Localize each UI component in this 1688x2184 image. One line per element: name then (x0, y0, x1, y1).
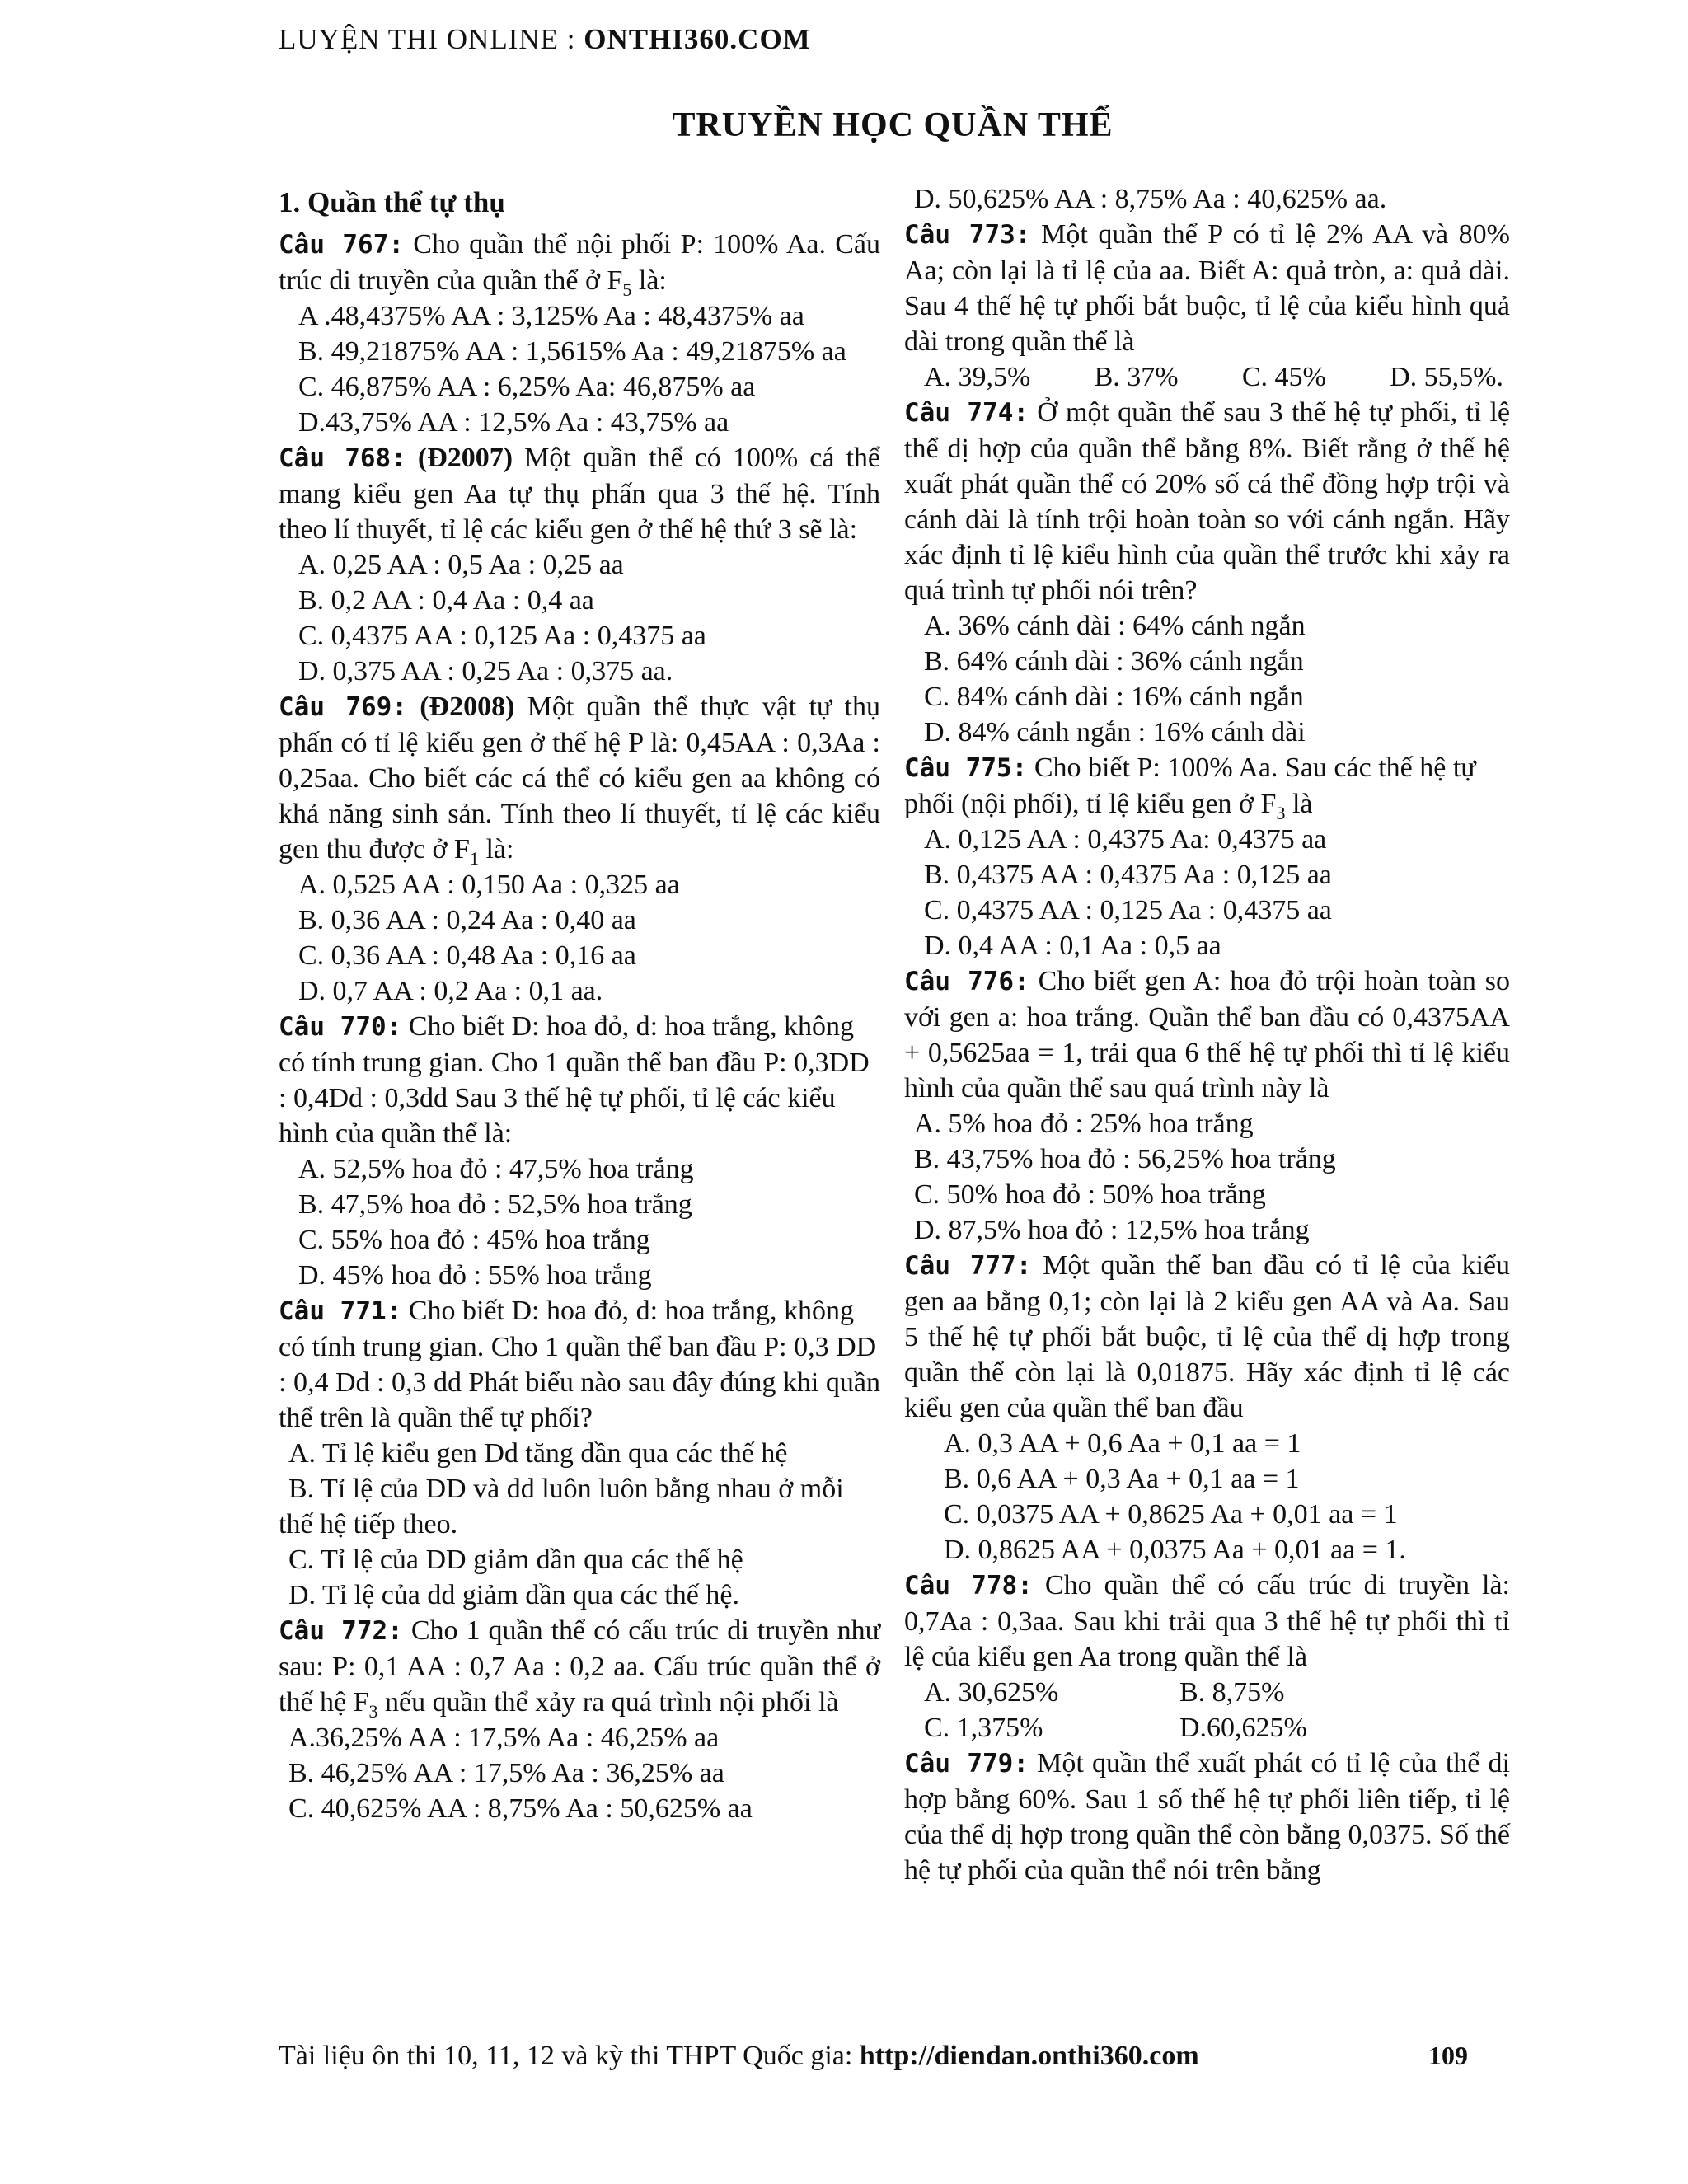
option-b: B. 46,25% AA : 17,5% Aa : 36,25% aa (288, 1758, 724, 1788)
page-header (279, 23, 811, 56)
option-d: D. 0,4 AA : 0,1 Aa : 0,5 aa (924, 930, 1221, 961)
option-c: C. 46,875% AA : 6,25% Aa: 46,875% aa (298, 372, 756, 402)
option-b: B. 43,75% hoa đỏ : 56,25% hoa trắng (914, 1144, 1336, 1174)
option-c: C. 45% (1241, 362, 1326, 392)
question-number: Câu 779: (904, 1749, 1029, 1779)
option-a: A.36,25% AA : 17,5% Aa : 46,25% aa (288, 1722, 720, 1753)
question-stem: Câu 774: Ở một quần thể sau 3 thế hệ tự phối, tỉ lệ thể dị hợp của quần thể bằng 8%. Biết rằng ở thế hệ xuất phát quần thể có 20% số cá thể đồng hợp trội và cánh dài là tính trội hoàn toàn so với cánh ngắn. Hãy xác định tỉ lệ kiểu hình của quần thể trước khi xảy ra quá trình tự phối nói trên? (904, 397, 1511, 606)
option-d: D.60,625% (1179, 1713, 1307, 1743)
question-773 (904, 217, 1510, 395)
question-772 (279, 1613, 880, 1826)
option-a: A. 36% cánh dài : 64% cánh ngắn (924, 611, 1306, 641)
page-footer (279, 2041, 1199, 2072)
question-767 (279, 227, 880, 440)
option-b: B. 47,5% hoa đỏ : 52,5% hoa trắng (298, 1189, 692, 1220)
option-d: D.43,75% AA : 12,5% Aa : 43,75% aa (298, 407, 729, 438)
question-number: Câu 773: (904, 220, 1031, 250)
question-number: Câu 777: (904, 1251, 1032, 1281)
question-number: Câu 768: (279, 443, 406, 473)
question-stem: Câu 771: Cho biết D: hoa đỏ, d: hoa trắng, không có tính trung gian. Cho 1 quần thể ban đầu P: 0,3 DD : 0,4 Dd : 0,3 dd Phát biểu nào sau đây đúng khi quần thể trên là quần thể tự phối? (279, 1296, 880, 1433)
question-777 (904, 1248, 1510, 1568)
option-a: A. 52,5% hoa đỏ : 47,5% hoa trắng (298, 1154, 694, 1184)
question-stem: Câu 768: (Đ2007) Một quần thể có 100% cá thể mang kiểu gen Aa tự thụ phấn qua 3 thế hệ. Tính theo lí thuyết, tỉ lệ các kiểu gen ở thế hệ thứ 3 sẽ là: (279, 443, 881, 545)
option-b: B. 49,21875% AA : 1,5615% Aa : 49,21875% aa (298, 336, 846, 367)
question-775 (904, 750, 1510, 963)
option-a: A. 5% hoa đỏ : 25% hoa trắng (914, 1108, 1254, 1139)
option-d: D. Tỉ lệ của dd giảm dần qua các thế hệ. (288, 1580, 739, 1610)
option-b: B. 64% cánh dài : 36% cánh ngắn (924, 646, 1304, 677)
option-b: B. 8,75% (1179, 1677, 1285, 1708)
question-771 (279, 1293, 880, 1613)
question-768 (279, 440, 880, 689)
question-stem: Câu 779: Một quần thể xuất phát có tỉ lệ của thể dị hợp bằng 60%. Sau 1 số thế hệ tự phối liên tiếp, tỉ lệ của thể dị hợp trong quần thể còn bằng 0,0375. Số thế hệ tự phối của quần thể nói trên bằng (904, 1748, 1510, 1886)
option-d: D. 0,7 AA : 0,2 Aa : 0,1 aa. (298, 976, 603, 1006)
question-stem: Câu 770: Cho biết D: hoa đỏ, d: hoa trắng, không có tính trung gian. Cho 1 quần thể ban đầu P: 0,3DD : 0,4Dd : 0,3dd Sau 3 thế hệ tự phối, tỉ lệ các kiểu hình của quần thể là: (279, 1011, 870, 1149)
option-b: B. 0,6 AA + 0,3 Aa + 0,1 aa = 1 (944, 1464, 1300, 1494)
options-row (904, 1710, 1510, 1746)
option-b: B. 0,2 AA : 0,4 Aa : 0,4 aa (298, 585, 594, 616)
option-c: C. 0,36 AA : 0,48 Aa : 0,16 aa (298, 940, 636, 971)
option-c: C. Tỉ lệ của DD giảm dần qua các thế hệ (288, 1544, 743, 1575)
option-a: A. Tỉ lệ kiểu gen Dd tăng dần qua các thế hệ (288, 1438, 788, 1469)
question-number: Câu 774: (904, 398, 1029, 428)
question-776 (904, 963, 1510, 1248)
option-c: C. 0,4375 AA : 0,125 Aa : 0,4375 aa (924, 895, 1332, 926)
question-number: Câu 775: (904, 753, 1028, 783)
question-stem: Câu 769: (Đ2008) Một quần thể thực vật tự thụ phấn có tỉ lệ kiểu gen ở thế hệ P là: 0,45AA : 0,3Aa : 0,25aa. Cho biết các cá thể có kiểu gen aa không có khả năng sinh sản. Tính theo lí thuyết, tỉ lệ các kiểu gen thu được ở $F_1$ là: (279, 691, 880, 869)
section-title: 1. Quần thể tự thụ (279, 186, 505, 218)
option-b: B. Tỉ lệ của DD và dd luôn luôn bằng nhau ở mỗi thế hệ tiếp theo. (279, 1474, 844, 1540)
question-770 (279, 1009, 880, 1293)
option-c: C. 1,375% (924, 1713, 1043, 1743)
option-b: B. 37% (1094, 362, 1179, 392)
question-number: Câu 770: (279, 1012, 402, 1042)
option-a: A. 0,3 AA + 0,6 Aa + 0,1 aa = 1 (944, 1428, 1301, 1459)
option-a: A. 0,125 AA : 0,4375 Aa: 0,4375 aa (924, 824, 1327, 855)
option-a: A .48,4375% AA : 3,125% Aa : 48,4375% aa (298, 301, 804, 331)
option-d: D. 45% hoa đỏ : 55% hoa trắng (298, 1260, 652, 1291)
option-b: B. 0,4375 AA : 0,4375 Aa : 0,125 aa (924, 860, 1332, 890)
left-column (279, 181, 880, 1826)
option-c: C. 40,625% AA : 8,75% Aa : 50,625% aa (288, 1793, 753, 1824)
page-number: 109 (1428, 2041, 1468, 2070)
header-site: ONTHI360.COM (584, 23, 811, 55)
option-d: D. 55,5%. (1390, 362, 1503, 392)
option-a: A. 30,625% (924, 1677, 1059, 1708)
question-number: Câu 772: (279, 1616, 403, 1646)
option-c: C. 0,0375 AA + 0,8625 Aa + 0,01 aa = 1 (944, 1499, 1398, 1530)
footer-text: Tài liệu ôn thi 10, 11, 12 và kỳ thi THPT Quốc gia: (279, 2041, 860, 2071)
question-stem: Câu 767: Cho quần thể nội phối P: 100% Aa. Cấu trúc di truyền của quần thể ở $F_5$ là: (279, 229, 880, 300)
question-number: Câu 776: (904, 967, 1029, 996)
question-stem: Câu 776: Cho biết gen A: hoa đỏ trội hoàn toàn so với gen a: hoa trắng. Quần thể ban đầu có 0,4375AA + 0,5625aa = 1, trải qua 6 thế hệ tự phối thì tỉ lệ kiểu hình của quần thể sau quá trình này là (904, 966, 1510, 1104)
option-c: C. 84% cánh dài : 16% cánh ngắn (924, 682, 1304, 712)
page-title: TRUYỀN HỌC QUẦN THỂ (672, 106, 1114, 144)
footer-link[interactable]: http://diendan.onthi360.com (859, 2041, 1199, 2071)
option-c: C. 0,4375 AA : 0,125 Aa : 0,4375 aa (298, 621, 706, 651)
question-774 (904, 395, 1510, 750)
question-779 (904, 1746, 1510, 1888)
option-c: C. 50% hoa đỏ : 50% hoa trắng (914, 1179, 1266, 1210)
option-c: C. 55% hoa đỏ : 45% hoa trắng (298, 1225, 650, 1255)
question-769 (279, 689, 880, 1009)
question-number: Câu 778: (904, 1571, 1033, 1601)
question-778 (904, 1568, 1510, 1746)
option-b: B. 0,36 AA : 0,24 Aa : 0,40 aa (298, 905, 636, 935)
question-stem: Câu 772: Cho 1 quần thể có cấu trúc di truyền như sau: P: 0,1 AA : 0,7 Aa : 0,2 aa. Cấu trúc quần thể ở thế hệ $F_3$ nếu quần thể xảy ra quá trình nội phối là (279, 1615, 880, 1722)
question-stem: Câu 773: Một quần thể P có tỉ lệ 2% AA và 80% Aa; còn lại là tỉ lệ của aa. Biết A: quả tròn, a: quả dài. Sau 4 thế hệ tự phối bắt buộc, tỉ lệ của kiểu hình quả dài trong quần thể là (904, 219, 1510, 357)
option-d: D. 87,5% hoa đỏ : 12,5% hoa trắng (914, 1215, 1310, 1245)
question-number: Câu 767: (279, 230, 405, 260)
option-d: D. 0,8625 AA + 0,0375 Aa + 0,01 aa = 1. (944, 1535, 1406, 1565)
question-stem: Câu 775: Cho biết P: 100% Aa. Sau các thế hệ tự phối (nội phối), tỉ lệ kiểu gen ở $F_3$ là (904, 752, 1476, 823)
option-a: A. 0,25 AA : 0,5 Aa : 0,25 aa (298, 550, 624, 580)
right-column (904, 181, 1510, 1888)
question-number: Câu 769: (279, 692, 408, 722)
options-row (904, 359, 1510, 395)
question-number: Câu 771: (279, 1296, 402, 1326)
question-stem: Câu 777: Một quần thể ban đầu có tỉ lệ của kiểu gen aa bằng 0,1; còn lại là 2 kiểu gen AA và Aa. Sau 5 thế hệ tự phối bắt buộc, tỉ lệ của thể dị hợp trong quần thể còn lại là 0,01875. Hãy xác định tỉ lệ các kiểu gen của quần thể ban đầu (904, 1250, 1511, 1423)
option-a: A. 39,5% (924, 362, 1031, 392)
option-d: D. 84% cánh ngắn : 16% cánh dài (924, 717, 1306, 748)
option-a: A. 0,525 AA : 0,150 Aa : 0,325 aa (298, 869, 680, 900)
option-d: D. 50,625% AA : 8,75% Aa : 40,625% aa. (914, 184, 1387, 214)
option-d: D. 0,375 AA : 0,25 Aa : 0,375 aa. (298, 656, 673, 687)
header-prefix: LUYỆN THI ONLINE : (279, 23, 584, 55)
question-stem: Câu 778: Cho quần thể có cấu trúc di truyền là: 0,7Aa : 0,3aa. Sau khi trải qua 3 thế hệ tự phối thì tỉ lệ của kiểu gen Aa trong quần thể là (904, 1570, 1510, 1672)
options-row (904, 1675, 1510, 1710)
